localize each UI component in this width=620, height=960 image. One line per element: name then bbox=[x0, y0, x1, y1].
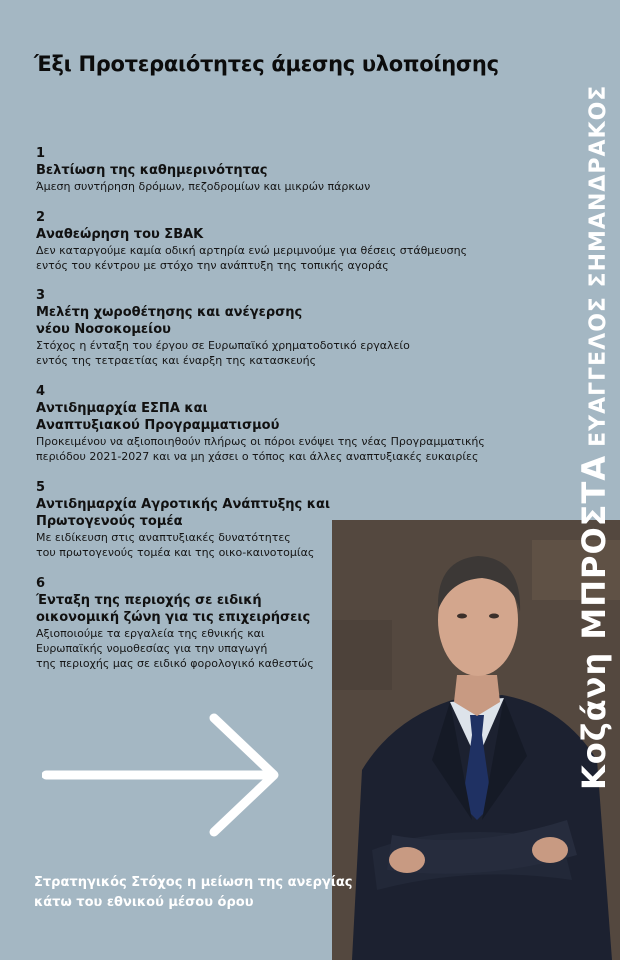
strategic-goal: Στρατηγικός Στόχος η μείωση της ανεργίας κάτω του εθνικού μέσου όρου bbox=[34, 875, 353, 910]
priority-heading: Αναθεώρηση του ΣΒΑΚ bbox=[36, 227, 204, 242]
priority-heading: Μελέτη χωροθέτησης και ανέγερσης νέου Νοσοκομείου bbox=[36, 305, 303, 337]
slogan: Κοζάνη ΜΠΡΟΣΤΑ bbox=[575, 454, 613, 790]
priority-heading: Αντιδημαρχία Αγροτικής Ανάπτυξης και Πρωτογενούς τομέα bbox=[36, 497, 331, 529]
priority-description: Αξιοποιούμε τα εργαλεία της εθνικής και Ευρωπαϊκής νομοθεσίας για την υπαγωγή της περιοχής μας σε ειδικό φορολογικό καθεστώς bbox=[36, 627, 314, 670]
priority-heading: Βελτίωση της καθημερινότητας bbox=[36, 163, 268, 178]
priority-item bbox=[36, 384, 506, 464]
priority-item bbox=[36, 288, 506, 368]
priority-heading: Αντιδημαρχία ΕΣΠΑ και Αναπτυξιακού Προγραμματισμού bbox=[36, 401, 280, 433]
priority-description: Δεν καταργούμε καμία οδική αρτηρία ενώ μεριμνούμε για θέσεις στάθμευσης εντός του κέντρου με στόχο την ανάπτυξη της τοπικής αγοράς bbox=[36, 244, 468, 272]
priority-item bbox=[36, 146, 506, 194]
priority-number: 5 bbox=[36, 480, 46, 495]
priority-number: 1 bbox=[36, 146, 46, 161]
candidate-name: ΕΥΑΓΓΕΛΟΣ ΣΗΜΑΝΔΡΑΚΟΣ bbox=[586, 84, 611, 447]
priority-number: 3 bbox=[36, 288, 46, 303]
page-title: Έξι Προτεραιότητες άμεσης υλοποίησης bbox=[34, 52, 499, 76]
priority-description: Στόχος η ένταξη του έργου σε Ευρωπαϊκό χρηματοδοτικό εργαλείο εντός της τετραετίας και έναρξη της κατασκευής bbox=[36, 339, 410, 367]
priority-item bbox=[36, 210, 506, 273]
priority-number: 2 bbox=[36, 210, 46, 225]
priority-description: Άμεση συντήρηση δρόμων, πεζοδρομίων και μικρών πάρκων bbox=[36, 180, 371, 193]
priority-number: 4 bbox=[36, 384, 46, 399]
priority-description: Με ειδίκευση στις αναπτυξιακές δυνατότητες του πρωτογενούς τομέα και της οικο-καινοτομίας bbox=[36, 531, 315, 559]
priority-heading: Ένταξη της περιοχής σε ειδική οικονομική ζώνη για τις επιχειρήσεις bbox=[36, 593, 311, 625]
priority-number: 6 bbox=[36, 576, 46, 591]
arrow-right-icon bbox=[42, 710, 287, 840]
priority-description: Προκειμένου να αξιοποιηθούν πλήρως οι πόροι ενόψει της νέας Προγραμματικής περιόδου 2021-2027 και να μη χάσει ο τόπος και άλλες αναπτυξιακές ευκαιρίες bbox=[36, 435, 485, 463]
